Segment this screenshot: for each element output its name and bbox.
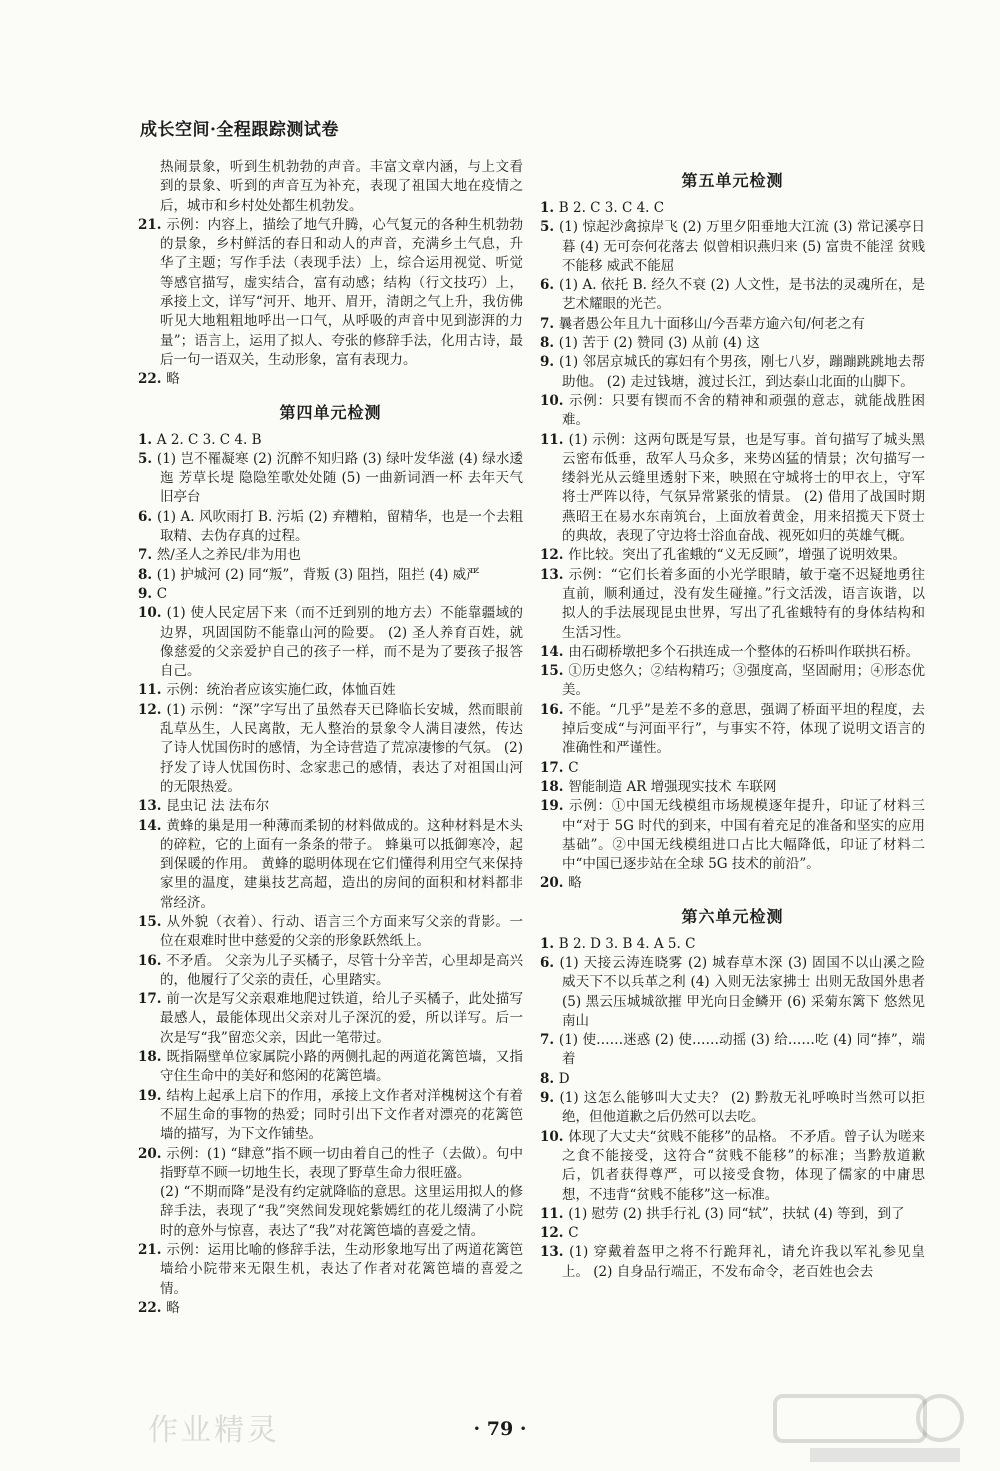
answer-item xyxy=(138,1087,523,1145)
answer-item xyxy=(138,1145,523,1184)
answer-text: B 2. C 3. C 4. C xyxy=(558,200,665,216)
answer-item xyxy=(138,1241,523,1299)
answer-number: 1. xyxy=(540,200,559,216)
section-title: 第四单元检测 xyxy=(279,402,382,422)
answer-item xyxy=(138,216,523,370)
answer-text: 略 xyxy=(166,1299,180,1316)
answer-number: 20. xyxy=(540,875,569,892)
answer-item xyxy=(540,1089,925,1128)
answer-item xyxy=(540,315,925,334)
right-column xyxy=(540,158,925,1282)
answer-item xyxy=(540,218,925,276)
answer-text: 不矛盾。 父亲为儿子买橘子，尽管十分辛苦，心里却是高兴的，他履行了父亲的责任，心里踏实。 xyxy=(160,952,523,988)
answer-number: 15. xyxy=(138,913,167,930)
answer-text: 曩者愚公年且九十面移山/今吾辈方逾六旬/何老之有 xyxy=(558,315,865,332)
answer-item xyxy=(540,1224,925,1243)
answer-item xyxy=(540,935,925,954)
answer-item xyxy=(540,392,925,431)
answer-item xyxy=(138,952,523,991)
answer-text: (1) 示例：这两句既是写景，也是写事。首句描写了城头黑云密布低垂，敌军人马众多，来势凶猛的情景；次句描写一缕斜光从云缝里透射下来，映照在守城将士的甲衣上，守军将士严阵以待，气氛异常紧张的情景。 (2) 借用了战国时期燕昭王在易水东南筑台，上面放着黄金，用来招揽天下贤士的典故，表现了守边将士浴血奋战、视死如归的英雄气概。 xyxy=(562,431,925,545)
answer-number: 12. xyxy=(540,1225,569,1242)
answer-item xyxy=(138,585,523,604)
answer-text: (1) 苦于 (2) 赞同 (3) 从前 (4) 这 xyxy=(558,335,760,352)
answer-text: D xyxy=(558,1070,570,1087)
answer-number: 17. xyxy=(138,991,167,1008)
answer-number: 8. xyxy=(138,566,157,583)
answer-number: 17. xyxy=(540,759,569,776)
answer-number: 11. xyxy=(138,682,167,699)
answer-number: 13. xyxy=(138,798,167,815)
answer-number: 13. xyxy=(540,1244,570,1261)
answer-text: 然/圣人之养民/非为用也 xyxy=(156,547,301,564)
answer-number: 22. xyxy=(138,1299,167,1316)
answer-text: 前一次是写父亲艰难地爬过铁道，给儿子买橘子，此处描写最感人，最能体现出父亲对儿子深沉的爱，所以详写。后一次是写“我”留恋父亲，因此一笔带过。 xyxy=(160,991,524,1046)
answer-number: 12. xyxy=(138,701,167,718)
answer-text: (1) 邻居京城氏的寡妇有个男孩，刚七八岁，蹦蹦跳跳地去帮助他。 (2) 走过钱塘，渡过长江，到达泰山北面的山脚下。 xyxy=(559,354,925,390)
answer-item xyxy=(138,546,523,565)
answer-number: 5. xyxy=(138,450,157,467)
answer-item xyxy=(540,954,925,1031)
answer-text: (1) 岂不罹凝寒 (2) 沉醉不知归路 (3) 绿叶发华滋 (4) 绿水逶迤 芳草长堤 隐隐笙歌处处随 (5) 一曲新词酒一杯 去年天气旧亭台 xyxy=(156,450,524,506)
answer-item xyxy=(138,158,523,216)
section-title: 第六单元检测 xyxy=(681,906,784,926)
watermark-text: 作业精灵 xyxy=(148,1413,280,1448)
answer-item xyxy=(138,701,523,797)
answer-number: 15. xyxy=(540,663,569,680)
answer-item xyxy=(540,1128,925,1205)
left-column xyxy=(138,158,523,1318)
answer-number: 6. xyxy=(138,508,157,525)
answer-item xyxy=(540,662,925,701)
answer-item xyxy=(138,450,523,508)
answer-text: 示例：“它们长着多面的小光学眼睛，敏于毫不迟疑地勇往直前，顺利通过，没有发生碰撞。”行文活泼，语言诙谐，以拟人的手法展现昆虫世界，写出了孔雀蛾特有的身体结构和生活习性。 xyxy=(562,566,926,641)
answer-text: 结构上起承上启下的作用，承接上文作者对洋槐树这个有着不屈生命的事物的热爱；同时引出下文作者对漂亮的花篱笆墙的描写，为下文作铺垫。 xyxy=(160,1087,524,1143)
answer-text: 示例：统治者应该实施仁政，体恤百姓 xyxy=(166,682,396,699)
answer-item xyxy=(138,1183,523,1241)
answer-number: 9. xyxy=(540,354,559,371)
answer-text: (1) 穿戴着盔甲之将不行跪拜礼，请允许我以军礼参见皇上。 (2) 自身品行端正，不发布命令，老百姓也会去 xyxy=(562,1244,925,1280)
answer-item xyxy=(540,334,925,353)
answer-text: 示例：①中国无线模组市场规模逐年提升，印证了材料三中“对于 5G 时代的到来，中国有着充足的准备和坚实的应用基础”。②中国无线模组进口占比大幅降低，印证了材料二中“中国已逐步站在全球 5G 技术的前沿”。 xyxy=(562,798,926,873)
answer-text: 热闹景象，听到生机勃勃的声音。丰富文章内涵，与上文看到的景象、听到的声音互为补充，表现了祖国大地在疫情之后，城市和乡村处处都生机勃发。 xyxy=(160,159,523,214)
answer-item xyxy=(540,797,925,874)
answer-number: 16. xyxy=(138,952,167,969)
answer-text: (1) 惊起沙禽掠岸飞 (2) 万里夕阳垂地大江流 (3) 常记溪亭日暮 (4) 无可奈何花落去 似曾相识燕归来 (5) 富贵不能淫 贫贱不能移 威武不能屈 xyxy=(558,219,926,274)
answer-number: 11. xyxy=(540,1205,569,1222)
answer-item xyxy=(138,797,523,816)
answer-number: 5. xyxy=(540,219,559,236)
answer-number: 8. xyxy=(540,335,559,352)
answer-number: 9. xyxy=(540,1090,560,1107)
answer-number: 19. xyxy=(138,1087,167,1104)
answer-item xyxy=(540,1243,925,1282)
answer-text: 黄蜂的巢是用一种薄而柔韧的材料做成的。这种材料是木头的碎粒，它的上面有一条条的带子。 蜂巢可以抵御寒冷，起到保暖的作用。 黄蜂的聪明体现在它们懂得利用空气来保持家里的温度，建巢技艺高超，造出的房间的面积和材料都非常经济。 xyxy=(160,817,524,911)
answer-text: 既指隔壁单位家属院小路的两侧扎起的两道花篱笆墙，又指守住生命中的美好和悠闲的花篱笆墙。 xyxy=(160,1049,524,1085)
answer-number: 6. xyxy=(540,954,560,971)
answer-item xyxy=(138,913,523,952)
answer-text: (2) “不期而降”是没有约定就降临的意思。这里运用拟人的修辞手法，表现了“我”突然间发现姹紫嫣红的花儿缀满了小院时的意外与惊喜，表达了“我”对花篱笆墙的喜爱之情。 xyxy=(160,1184,523,1239)
answer-number: 7. xyxy=(138,547,157,564)
answer-item xyxy=(138,370,523,389)
answer-text: (1) 天接云涛连晓雾 (2) 城春草木深 (3) 固国不以山溪之险 威天下不以兵革之利 (4) 入则无法家拂士 出则无敌国外患者 (5) 黑云压城城欲摧 甲光向日金鳞开 (6) 采菊东篱下 悠然见南山 xyxy=(559,954,926,1029)
answer-item xyxy=(138,990,523,1048)
answer-item xyxy=(138,431,523,450)
answer-number: 14. xyxy=(540,643,569,660)
answer-text: 示例：运用比喻的修辞手法，生动形象地写出了两道花篱笆墙给小院带来无限生机，表达了作者对花篱笆墙的喜爱之情。 xyxy=(160,1242,524,1297)
answer-text: (1) 这怎么能够叫大丈夫？ (2) 黔敖无礼呼唤时当然可以拒绝，但他道歉之后仍然可以去吃。 xyxy=(559,1090,926,1126)
answer-item xyxy=(138,1048,523,1087)
answer-item xyxy=(540,778,925,797)
answer-text: (1) 使人民定居下来（而不迁到别的地方去）不能靠疆域的边界，巩固国防不能靠山河的险要。 (2) 圣人养育百姓，就像慈爱的父亲爱护自己的孩子一样，而不是为了要孩子报答自己。 xyxy=(160,605,523,680)
answer-text: 示例：(1) “肆意”指不顾一切由着自己的性子（去做）。句中指野草不顾一切地生长，表现了野草生命力很旺盛。 xyxy=(160,1145,524,1181)
page-number: · 79 · xyxy=(473,1418,527,1440)
answer-number: 12. xyxy=(540,547,569,564)
answer-text: (1) A. 风吹雨打 B. 污垢 (2) 弃糟粕，留精华，也是一个去粗取精、去伪存真的过程。 xyxy=(156,508,523,545)
answer-item xyxy=(540,1205,925,1224)
answer-number: 18. xyxy=(138,1049,167,1066)
answer-text: 示例：只要有锲而不舍的精神和顽强的意志，就能战胜困难。 xyxy=(562,392,926,429)
answer-text: 由石砌桥墩把多个石拱连成一个整体的石桥叫作联拱石桥。 xyxy=(568,643,920,660)
answer-text: 不能。“几乎”是差不多的意思，强调了桥面平坦的程度，去掉后变成“与河面平行”，与事实不符，体现了说明文语言的准确性和严谨性。 xyxy=(562,701,925,757)
answer-text: ①历史悠久；②结构精巧；③强度高，坚固耐用；④形态优美。 xyxy=(562,663,926,699)
answer-item xyxy=(540,199,925,218)
answer-site-logo-icon xyxy=(770,1388,970,1468)
answer-number: 16. xyxy=(540,701,569,718)
answer-number: 22. xyxy=(138,371,167,388)
answer-text: C xyxy=(568,759,579,776)
answer-item xyxy=(540,1031,925,1070)
answer-item xyxy=(138,508,523,547)
answer-number: 8. xyxy=(540,1070,559,1087)
answer-number: 6. xyxy=(540,277,559,294)
answer-number: 10. xyxy=(540,392,569,409)
page-header: 成长空间·全程跟踪测试卷 xyxy=(140,120,339,140)
answer-item xyxy=(540,701,925,759)
answer-text: 示例：内容上，描绘了地气升腾，心气复元的各种生机勃勃的景象，乡村鲜活的春日和动人的声音，充满乡土气息，升华了主题；写作手法（表现手法）上，综合运用视觉、听觉等感官描写，虚实结合，富有动感；结构（行文技巧）上，承接上文，详写“河开、地开、眉开，清朗之气上升，我仿佛听见大地粗粗地呼出一口气，从呼吸的声音中见到澎湃的力量”；语言上，运用了拟人、夸张的修辞手法，化用古诗，最后一句一语双关，生动形象，富有表现力。 xyxy=(160,216,524,368)
answer-number: 21. xyxy=(138,216,167,233)
answer-text: C xyxy=(156,585,168,602)
answer-item xyxy=(540,566,925,643)
answer-text: 体现了大丈夫“贫贱不能移”的品格。 不矛盾。曾子认为嗟来之食不能接受，这符合“贫贱不能移”的标准；当黔敖道歉后，饥者获得尊严，可以接受食物，体现了儒家的中庸思想，不违背“贫贱不能移”这一标准。 xyxy=(562,1128,926,1203)
answer-item xyxy=(540,353,925,392)
answer-text: 略 xyxy=(166,371,180,388)
answer-number: 10. xyxy=(138,605,167,622)
answer-text: B 2. D 3. B 4. A 5. C xyxy=(558,935,696,952)
answer-number: 19. xyxy=(540,798,569,815)
answer-number: 7. xyxy=(540,1032,559,1049)
answer-number: 9. xyxy=(138,585,157,602)
answer-item xyxy=(540,874,925,893)
answer-item xyxy=(138,566,523,585)
answer-item xyxy=(540,546,925,565)
answer-text: 从外貌（衣着）、行动、语言三个方面来写父亲的背影。一位在艰难时世中慈爱的父亲的形象跃然纸上。 xyxy=(160,913,524,950)
answer-text: 智能制造 AR 增强现实技术 车联网 xyxy=(568,778,777,795)
answer-text: (1) A. 依托 B. 经久不衰 (2) 人文性，是书法的灵魂所在，是艺术耀眼的光芒。 xyxy=(558,277,925,313)
answer-number: 7. xyxy=(540,315,559,332)
section-title: 第五单元检测 xyxy=(681,171,784,190)
answer-text: 作比较。突出了孔雀蛾的“义无反顾”，增强了说明效果。 xyxy=(568,547,906,564)
answer-text: C xyxy=(568,1225,579,1242)
answer-item xyxy=(138,681,523,700)
answer-text: A 2. C 3. C 4. B xyxy=(156,431,262,448)
answer-number: 18. xyxy=(540,778,569,795)
answer-number: 10. xyxy=(540,1128,569,1145)
answer-text: (1) 示例：“深”字写出了虽然春天已降临长安城，然而眼前乱草丛生，人民离散，无人整治的景象令人满目凄然，传达了诗人忧国伤时的感情，为全诗营造了荒凉凄惨的气氛。 (2) 抒发了诗人忧国伤时、念家悲己的感情，表达了对祖国山河的无限热爱。 xyxy=(160,701,524,795)
answer-item xyxy=(138,1299,523,1318)
answer-item xyxy=(138,604,523,681)
answer-text: (1) 护城河 (2) 同“叛”，背叛 (3) 阻挡，阻拦 (4) 威严 xyxy=(156,566,480,583)
answer-number: 21. xyxy=(138,1242,167,1259)
answer-item xyxy=(540,1070,925,1089)
answer-text: 昆虫记 法 法布尔 xyxy=(166,798,270,815)
answer-number: 14. xyxy=(138,817,167,834)
answer-item xyxy=(540,276,925,315)
answer-number: 1. xyxy=(540,935,559,952)
answer-item xyxy=(540,759,925,778)
answer-text: 略 xyxy=(568,875,582,892)
answer-item xyxy=(540,643,925,662)
answer-text: (1) 使……迷惑 (2) 使……动摇 (3) 给……吃 (4) 同“捧”，端着 xyxy=(558,1032,925,1068)
answer-number: 1. xyxy=(138,431,157,448)
answer-number: 13. xyxy=(540,566,569,583)
answer-item xyxy=(540,431,925,547)
answer-text: (1) 慰劳 (2) 拱手行礼 (3) 同“轼”，扶轼 (4) 等到，到了 xyxy=(568,1205,905,1222)
answer-item xyxy=(138,817,523,913)
answer-number: 11. xyxy=(540,431,569,448)
answer-number: 20. xyxy=(138,1145,167,1162)
